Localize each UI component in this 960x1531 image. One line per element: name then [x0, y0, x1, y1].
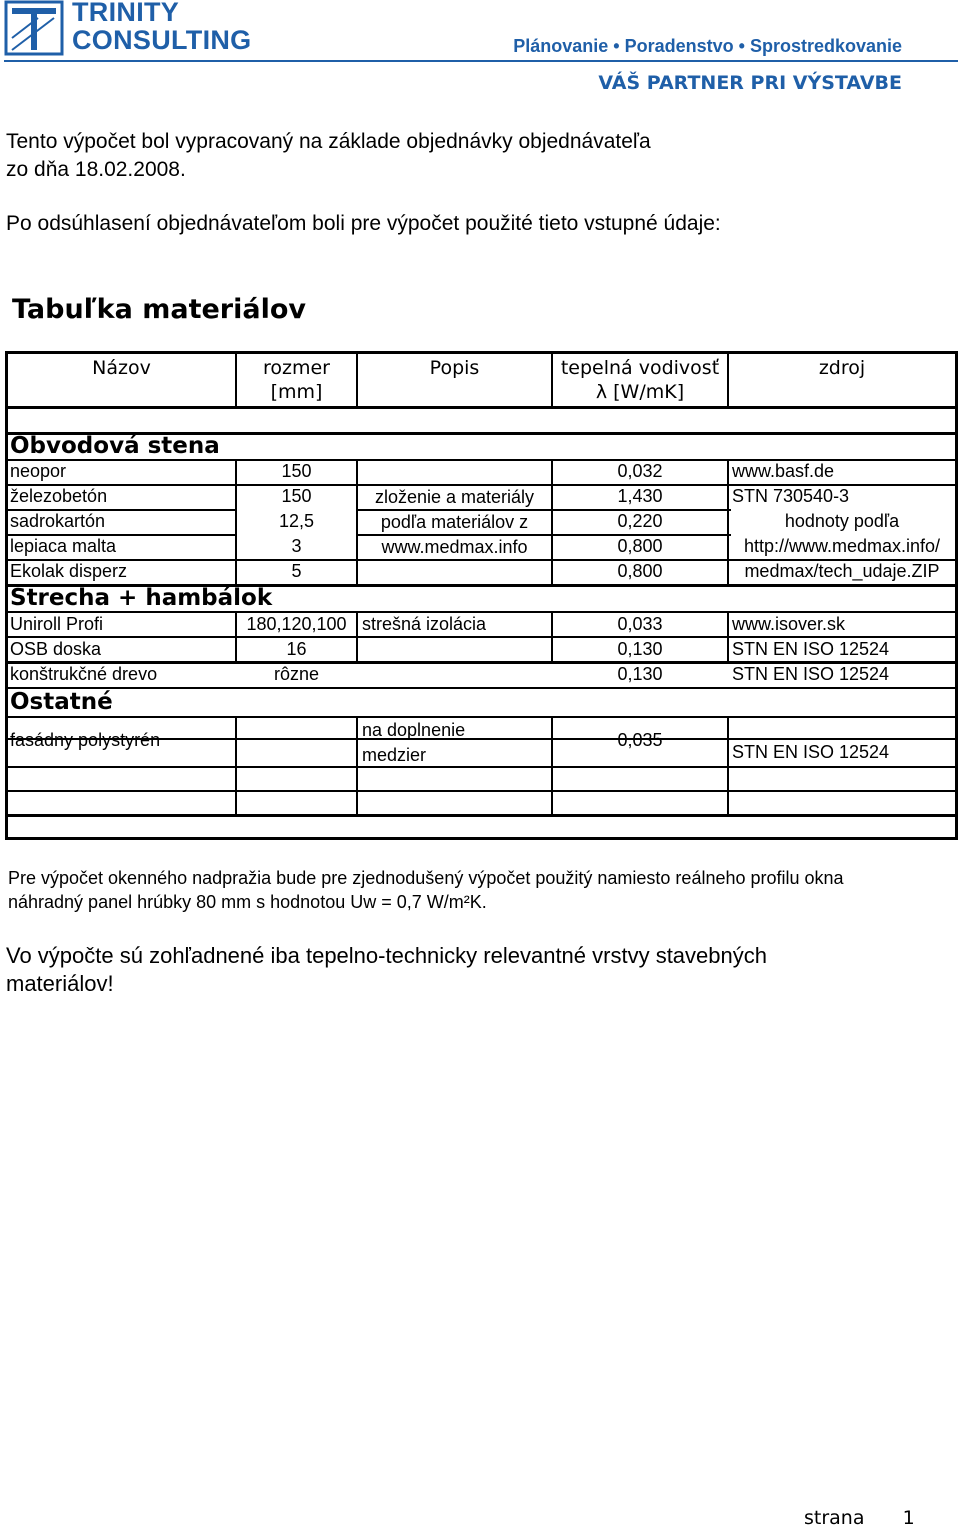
section-title-ostatne: Ostatné — [10, 689, 113, 715]
page-label: strana — [804, 1507, 865, 1529]
materials-table — [5, 351, 958, 840]
row-source: STN EN ISO 12524 — [732, 664, 890, 684]
row-size: 180,120,100 — [246, 614, 347, 634]
table-rule — [8, 766, 955, 768]
row-name: sadrokartón — [10, 511, 106, 531]
row-size: rôzne — [273, 664, 320, 684]
source-line-2: http://www.medmax.info/ — [743, 536, 941, 556]
logo-line-1: TRINITY — [72, 0, 180, 27]
table-rule — [8, 790, 955, 792]
header-divider — [4, 60, 958, 62]
row-size: 16 — [286, 639, 307, 659]
intro-paragraph — [6, 128, 651, 184]
header-rozmer-line-2: [mm] — [270, 381, 323, 403]
window-note-line-2: náhradný panel hrúbky 80 mm s hodnotou Uw = 0,7 W/m²K. — [8, 892, 487, 912]
description-line-1: zloženie a materiály — [374, 487, 535, 507]
table-rule — [8, 636, 955, 638]
row-size: 3 — [291, 536, 302, 556]
row-name: železobetón — [10, 486, 108, 506]
relevance-note-line-1: Vo výpočte sú zohľadnené iba tepelno-technicky relevantné vrstvy stavebných — [6, 943, 767, 968]
header-vodivost-line-2: λ [W/mK] — [595, 381, 685, 403]
row-name: lepiaca malta — [10, 536, 117, 556]
header-zdroj: zdroj — [818, 357, 866, 379]
row-lambda: 0,130 — [617, 639, 663, 659]
row-size: 150 — [281, 486, 312, 506]
row-source: STN EN ISO 12524 — [732, 639, 890, 659]
row-name: Uniroll Profi — [10, 614, 104, 634]
description-line-1: na doplnenie — [362, 720, 466, 740]
header-rozmer — [237, 356, 356, 404]
section1-source-note — [729, 509, 955, 584]
row-lambda: 1,430 — [617, 486, 663, 506]
table-col-rule — [235, 716, 237, 816]
section1-description — [358, 485, 551, 560]
source-line-1: hodnoty podľa — [784, 511, 900, 531]
table-rule — [8, 716, 955, 718]
table-rule — [8, 611, 955, 613]
logo-line-2: CONSULTING — [72, 25, 252, 55]
source-line-3: medmax/tech_udaje.ZIP — [744, 561, 940, 581]
description-line-3: www.medmax.info — [381, 537, 528, 557]
row-size: 5 — [291, 561, 302, 581]
row-description: strešná izolácia — [362, 614, 487, 634]
page-number: 1 — [902, 1507, 915, 1529]
logo-icon — [4, 0, 64, 56]
row-source: STN EN ISO 12524 — [732, 742, 890, 762]
company-logo — [72, 0, 252, 54]
row-size: 150 — [281, 461, 312, 481]
row-name: Ekolak disperz — [10, 561, 128, 581]
row-name: konštrukčné drevo — [10, 664, 158, 684]
description-line-2: podľa materiálov z — [380, 512, 529, 532]
intro-line-2: zo dňa 18.02.2008. — [6, 158, 186, 181]
intro-line-3: Po odsúhlasení objednávateľom boli pre výpočet použité tieto vstupné údaje: — [6, 212, 721, 235]
row-lambda: 0,033 — [617, 614, 663, 634]
row-description — [362, 718, 465, 768]
row-lambda: 0,800 — [617, 561, 663, 581]
table-rule — [8, 687, 955, 689]
table-col-rule — [356, 716, 358, 816]
header-vodivost-line-1: tepelná vodivosť — [560, 357, 720, 379]
table-col-rule — [356, 611, 358, 661]
header-rozmer-line-1: rozmer — [262, 357, 330, 379]
table-title: Tabuľka materiálov — [12, 294, 306, 325]
table-col-rule — [727, 611, 729, 661]
row-lambda: 0,035 — [617, 730, 663, 750]
section-title-strecha: Strecha + hambálok — [10, 585, 273, 611]
row-source: STN 730540-3 — [732, 486, 850, 506]
tagline: Plánovanie • Poradenstvo • Sprostredkovanie — [513, 36, 902, 56]
table-col-rule — [727, 716, 729, 816]
page-footer — [804, 1507, 915, 1529]
row-lambda: 0,800 — [617, 536, 663, 556]
row-source: www.basf.de — [732, 461, 835, 481]
row-lambda: 0,220 — [617, 511, 663, 531]
window-note-line-1: Pre výpočet okenného nadpražia bude pre zjednodušený výpočet použitý namiesto reálneho profilu okna — [8, 868, 844, 888]
partner-slogan: VÁŠ PARTNER PRI VÝSTAVBE — [598, 72, 902, 94]
row-lambda: 0,032 — [617, 461, 663, 481]
relevance-note — [6, 942, 767, 998]
window-note — [8, 866, 844, 914]
intro-line-1: Tento výpočet bol vypracovaný na základe objednávky objednávateľa — [6, 130, 651, 153]
header-nazov: Názov — [92, 357, 151, 379]
table-rule — [8, 814, 955, 817]
row-lambda: 0,130 — [617, 664, 663, 684]
table-rule — [8, 406, 955, 409]
row-source: www.isover.sk — [732, 614, 846, 634]
description-line-2: medzier — [362, 745, 427, 765]
section-title-obvodova-stena: Obvodová stena — [10, 433, 220, 459]
row-name: OSB doska — [10, 639, 102, 659]
row-name: neopor — [10, 461, 67, 481]
row-name: fasádny polystyrén — [10, 730, 161, 750]
relevance-note-line-2: materiálov! — [6, 971, 114, 996]
row-size: 12,5 — [278, 511, 315, 531]
header-vodivost — [553, 356, 727, 404]
header-popis: Popis — [429, 357, 480, 379]
